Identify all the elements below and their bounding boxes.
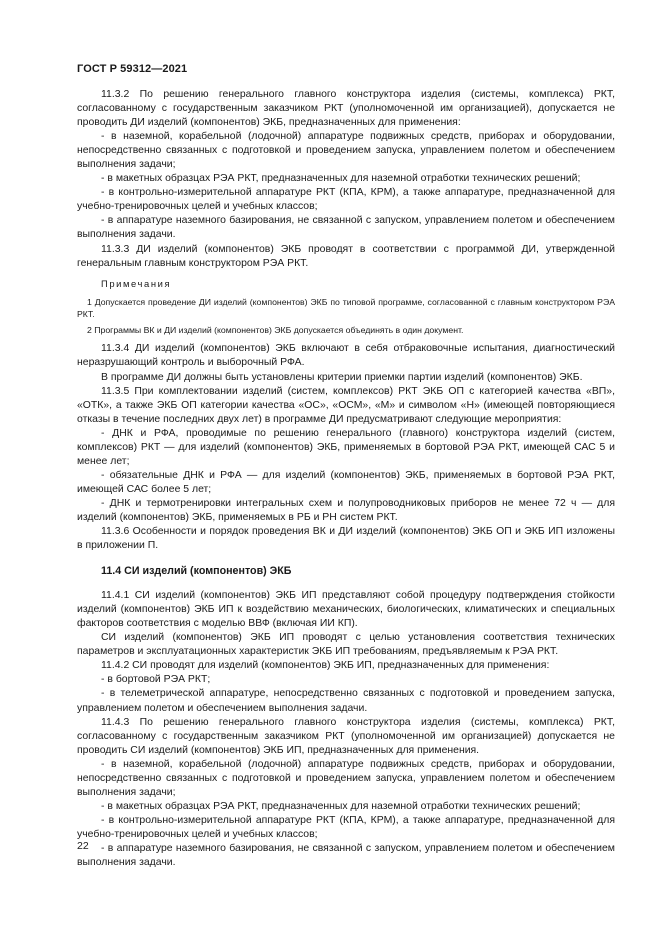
paragraph: 11.3.6 Особенности и порядок проведения ВК и ДИ изделий (компонентов) ЭКБ ОП и ЭКБ ИП изложены в приложении П.: [77, 526, 615, 552]
section-heading: 11.4 СИ изделий (компонентов) ЭКБ: [101, 565, 292, 578]
list-item: - в контрольно-измерительной аппаратуре РКТ (КПА, КРМ), а также аппаратуре, предназначенной для учебно-тренировочных целей и учебных классов;: [77, 814, 615, 840]
list-item: - в макетных образцах РЭА РКТ, предназначенных для наземной отработки технических решений;: [101, 800, 581, 812]
paragraph: 11.3.4 ДИ изделий (компонентов) ЭКБ включают в себя отбраковочные испытания, диагностический неразрушающий контроль и выборочный РФА.: [77, 343, 615, 369]
paragraph: 11.4.1 СИ изделий (компонентов) ЭКБ ИП представляют собой процедуру подтверждения стойкости изделий (компонентов) ЭКБ ИП к воздействию механических, биологических, климатических и специальных факторов соответствия с моделью ВВФ (включая ИИ КП).: [77, 590, 615, 630]
list-item: - в телеметрической аппаратуре, непосредственно связанных с подготовкой и проведением запуска, управлением полетом и обеспечением выполнения задачи.: [77, 688, 615, 714]
list-item: - в макетных образцах РЭА РКТ, предназначенных для наземной отработки технических решений;: [101, 173, 581, 185]
list-item: - в бортовой РЭА РКТ;: [101, 674, 211, 686]
list-item: - в аппаратуре наземного базирования, не связанной с запуском, управлением полетом и обеспечением выполнения задачи.: [77, 215, 615, 241]
list-item: - в наземной, корабельной (лодочной) аппаратуре подвижных средств, приборах и оборудовании, непосредственно связанных с подготовкой и проведением запуска, управлением полетом и обеспечением выполнения задачи;: [77, 758, 615, 798]
list-item: - ДНК и РФА, проводимые по решению генерального (главного) конструктора изделий (систем, комплексов) РКТ — для изделий (компонентов) ЭКБ, применяемых в бортовой РЭА РКТ, имеющей САС 5 и менее лет;: [77, 427, 615, 467]
list-item: - ДНК и термотренировки интегральных схем и полупроводниковых приборов не менее 72 ч — для изделий (компонентов) ЭКБ, применяемых в РБ и РН систем РКТ.: [77, 497, 615, 523]
paragraph: В программе ДИ должны быть установлены критерии приемки партии изделий (компонентов) ЭКБ.: [101, 371, 583, 383]
paragraph: 11.4.3 По решению генерального главного конструктора изделия (системы, комплекса) РКТ, согласованному с государственным заказчиком РКТ (уполномоченной им организацией) допускается не проводить СИ изделий (компонентов) ЭКБ ИП, предназначенных для применения.: [77, 716, 615, 756]
list-item: - в наземной, корабельной (лодочной) аппаратуре подвижных средств, приборах и оборудовании, непосредственно связанных с подготовкой и проведением запуска, управлением полетом и обеспечением выполнения задачи;: [77, 131, 615, 171]
paragraph: 11.3.5 При комплектовании изделий (систем, комплексов) РКТ ЭКБ ОП с категорией качества «ВП», «ОТК», а также ЭКБ ОП категории качества «ОС», «ОСМ», «М» и символом «Н» (имеющей повторяющиеся отказы в течение последних двух лет) в программе ДИ предусматривают следующие мероприятия:: [77, 385, 615, 425]
list-item: - обязательные ДНК и РФА — для изделий (компонентов) ЭКБ, применяемых в бортовой РЭА РКТ, имеющей САС более 5 лет;: [77, 469, 615, 495]
paragraph: СИ изделий (компонентов) ЭКБ ИП проводят с целью установления соответствия технических параметров и эксплуатационных характеристик ЭКБ ИП требованиям, предъявляемым к РЭА РКТ.: [77, 632, 615, 658]
list-item: - в аппаратуре наземного базирования, не связанной с запуском, управлением полетом и обеспечением выполнения задачи.: [77, 842, 615, 869]
document-body: [77, 88, 615, 870]
note-item: 1 Допускается проведение ДИ изделий (компонентов) ЭКБ по типовой программе, согласованной с главным конструктором РЭА РКТ.: [77, 296, 615, 320]
paragraph: 11.3.3 ДИ изделий (компонентов) ЭКБ проводят в соответствии с программой ДИ, утвержденной генеральным главным конструктором РЭА РКТ.: [77, 243, 615, 269]
notes-title: Примечания: [101, 277, 172, 289]
list-item: - в контрольно-измерительной аппаратуре РКТ (КПА, КРМ), а также аппаратуре, предназначенной для учебно-тренировочных целей и учебных классов;: [77, 187, 615, 213]
page-number: 22: [77, 840, 89, 852]
paragraph: 11.4.2 СИ проводят для изделий (компонентов) ЭКБ ИП, предназначенных для применения:: [101, 660, 550, 672]
paragraph: 11.3.2 По решению генерального главного конструктора изделия (системы, комплекса) РКТ, согласованному с государственным заказчиком РКТ (уполномоченной им организацией), допускается не проводить ДИ изделий (компонентов) ЭКБ, предназначенных для применения:: [77, 89, 615, 129]
document-header: ГОСТ Р 59312—2021: [77, 63, 188, 75]
note-item: 2 Программы ВК и ДИ изделий (компонентов) ЭКБ допускается объединять в один документ.: [87, 324, 464, 335]
